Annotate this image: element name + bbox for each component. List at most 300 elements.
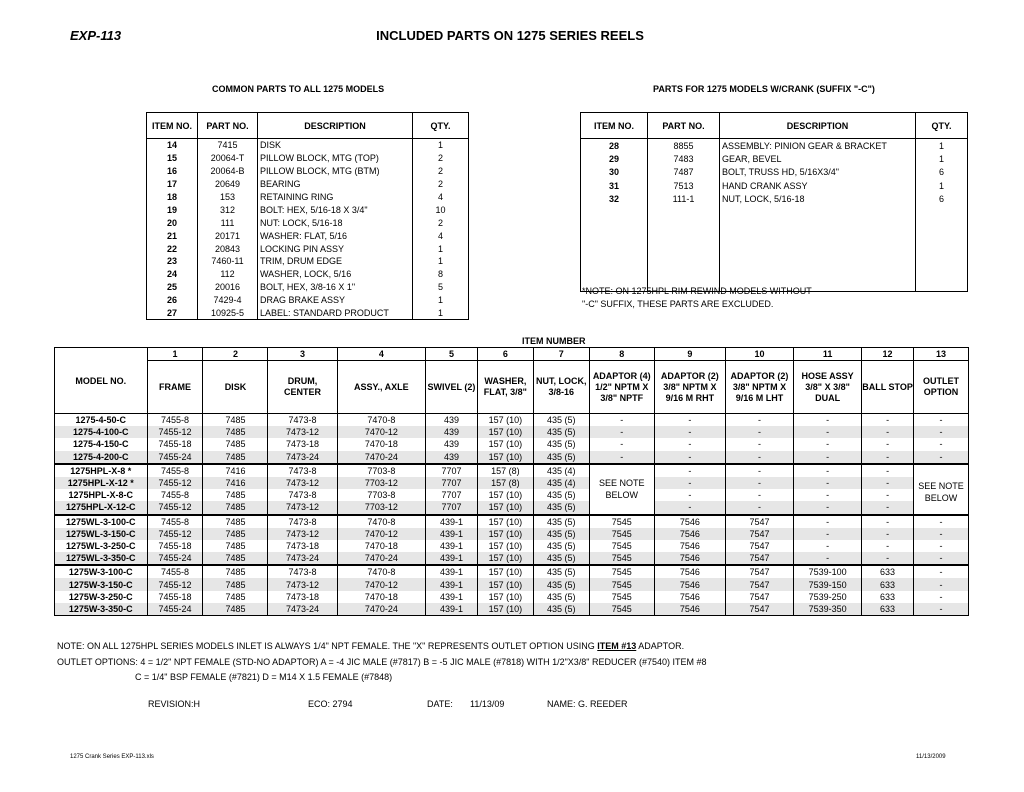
model-number-cell: 1275HPL-X-12 * (55, 477, 148, 489)
table-cell: 7473-12 (268, 528, 337, 540)
table-cell: 14 (147, 139, 198, 152)
table-cell: 435 (5) (533, 540, 589, 552)
table-cell: 7546 (654, 540, 725, 552)
table-cell: 7513 (648, 179, 720, 192)
column-header: PART NO. (648, 113, 720, 139)
table-cell: - (913, 414, 968, 427)
table-cell: 157 (10) (477, 540, 533, 552)
table-cell: 20 (147, 216, 198, 229)
table-cell: - (862, 451, 914, 464)
table-cell: - (794, 515, 862, 528)
table-cell: 439-1 (426, 591, 478, 603)
table-row (55, 528, 969, 540)
table-cell: - (654, 426, 725, 438)
crank-parts-header-row (581, 113, 968, 139)
table-cell: 19 (147, 203, 198, 216)
table-cell: 5 (437, 282, 443, 293)
table-cell: - (725, 464, 793, 477)
common-parts-table (146, 112, 469, 320)
table-cell: - (794, 426, 862, 438)
table-cell: 1 (437, 140, 443, 151)
table-cell: 32 (581, 192, 648, 205)
table-cell: 7547 (725, 515, 793, 528)
table-cell: 7460-11 (198, 255, 258, 268)
main-note (57, 641, 684, 651)
table-cell: 7485 (203, 489, 268, 501)
table-cell: 7546 (654, 603, 725, 616)
table-cell: 7473-24 (268, 552, 337, 565)
table-row (55, 464, 969, 477)
table-cell: 7473-12 (268, 426, 337, 438)
document-title-text: INCLUDED PARTS ON 1275 SERIES REELS (376, 28, 644, 43)
crank-parts-title: PARTS FOR 1275 MODELS W/CRANK (SUFFIX "-C") (653, 84, 875, 94)
table-cell: 7545 (589, 603, 654, 616)
table-cell: - (862, 464, 914, 477)
table-cell: HAND CRANK ASSY (720, 179, 916, 192)
table-row (147, 281, 469, 294)
table-cell: 7470-18 (337, 591, 425, 603)
table-cell: 7429-4 (198, 294, 258, 307)
table-cell: 7455-8 (147, 414, 203, 427)
table-cell: 157 (10) (477, 515, 533, 528)
column-header: OUTLET OPTION (913, 361, 968, 414)
table-cell: 23 (147, 255, 198, 268)
revision-label: REVISION:H (148, 699, 201, 709)
empty-cell (916, 205, 968, 292)
table-cell: DRAG BRAKE ASSY (258, 294, 413, 307)
table-cell: 26 (147, 294, 198, 307)
table-cell: 7473-8 (268, 464, 337, 477)
table-cell: BOLT, TRUSS HD, 5/16X3/4" (720, 166, 916, 179)
see-note-cell: SEE NOTE BELOW (589, 464, 654, 515)
table-cell: 7707 (426, 477, 478, 489)
table-cell: 6 (938, 193, 944, 204)
table-row (147, 178, 469, 191)
table-cell: 1 (938, 140, 944, 151)
column-header: WASHER, FLAT, 3/8" (477, 361, 533, 414)
table-row (55, 451, 969, 464)
table-cell: LABEL: STANDARD PRODUCT (258, 307, 413, 320)
table-cell: 10 (435, 204, 446, 215)
model-number-cell: 1275-4-100-C (55, 426, 148, 438)
table-cell: 7470-24 (337, 603, 425, 616)
table-cell: 22 (147, 242, 198, 255)
table-cell: 7455-18 (147, 438, 203, 450)
table-cell: 439-1 (426, 603, 478, 616)
table-cell: - (862, 552, 914, 565)
column-header: HOSE ASSY 3/8" X 3/8" DUAL (794, 361, 862, 414)
table-cell: 435 (5) (533, 501, 589, 514)
table-cell: 1 (437, 308, 443, 319)
table-cell: - (725, 414, 793, 427)
table-cell: WASHER, LOCK, 5/16 (258, 268, 413, 281)
table-cell: - (794, 414, 862, 427)
item-number-header: 3 (268, 348, 337, 361)
table-row (55, 477, 969, 489)
empty-row (581, 205, 968, 292)
table-cell: 1 (437, 295, 443, 306)
table-row (147, 268, 469, 281)
table-cell: - (654, 438, 725, 450)
table-cell: 20064-B (198, 165, 258, 178)
table-cell: 157 (10) (477, 578, 533, 590)
table-cell: PILLOW BLOCK, MTG (TOP) (258, 152, 413, 165)
table-cell: - (725, 451, 793, 464)
table-row (147, 307, 469, 320)
table-cell: 111 (198, 216, 258, 229)
table-cell: LOCKING PIN ASSY (258, 242, 413, 255)
table-cell: 7455-8 (147, 489, 203, 501)
table-row (55, 489, 969, 501)
table-cell: 7473-18 (268, 591, 337, 603)
model-number-cell: 1275WL-3-250-C (55, 540, 148, 552)
table-row (581, 192, 968, 205)
table-cell: - (589, 414, 654, 427)
table-cell: - (794, 540, 862, 552)
table-cell: 7545 (589, 528, 654, 540)
table-cell: 439-1 (426, 540, 478, 552)
table-cell: 7416 (203, 477, 268, 489)
table-cell: 7547 (725, 603, 793, 616)
table-cell: - (589, 438, 654, 450)
item-number-super-header: ITEM NUMBER (522, 336, 586, 346)
table-cell: - (794, 489, 862, 501)
column-header: DESCRIPTION (258, 113, 413, 139)
item-number-header: 5 (426, 348, 478, 361)
table-cell: - (913, 540, 968, 552)
table-cell: TRIM, DRUM EDGE (258, 255, 413, 268)
table-cell: - (725, 477, 793, 489)
table-cell: 157 (10) (477, 552, 533, 565)
table-cell: BOLT, HEX, 3/8-16 X 1" (258, 281, 413, 294)
table-cell: 7539-350 (794, 603, 862, 616)
table-cell: 7470-18 (337, 438, 425, 450)
table-cell: 435 (5) (533, 578, 589, 590)
column-header: BALL STOP (862, 361, 914, 414)
table-cell: 7547 (725, 578, 793, 590)
table-cell: 7485 (203, 540, 268, 552)
column-heads-row (55, 361, 969, 414)
column-header: SWIVEL (2) (426, 361, 478, 414)
table-cell: 7485 (203, 451, 268, 464)
table-cell: 153 (198, 191, 258, 204)
table-cell: - (589, 451, 654, 464)
crank-note-line1: *NOTE: ON 1275HPL RIM REWIND MODELS WITHOUT (582, 286, 812, 296)
eco-label: ECO: 2794 (308, 699, 353, 709)
table-cell: 157 (10) (477, 603, 533, 616)
table-cell: - (725, 426, 793, 438)
table-cell: NUT, LOCK, 5/16-18 (720, 192, 916, 205)
table-row (55, 540, 969, 552)
table-cell: 16 (147, 165, 198, 178)
model-no-header: MODEL NO. (55, 348, 148, 414)
table-cell: 157 (10) (477, 414, 533, 427)
table-cell: 7473-24 (268, 451, 337, 464)
table-cell: 2 (437, 166, 443, 177)
table-cell: 157 (10) (477, 528, 533, 540)
item-number-header: 8 (589, 348, 654, 361)
table-cell: - (794, 501, 862, 514)
column-header: ITEM NO. (581, 113, 648, 139)
table-cell: 157 (8) (477, 464, 533, 477)
main-note-emphasis: ITEM #13 (597, 641, 637, 651)
table-cell: - (862, 515, 914, 528)
table-cell: 7455-8 (147, 464, 203, 477)
table-cell: 2 (437, 217, 443, 228)
crank-note-line2: "-C" SUFFIX, THESE PARTS ARE EXCLUDED. (582, 299, 774, 309)
empty-cell (581, 205, 648, 292)
table-cell: 31 (581, 179, 648, 192)
table-cell: - (913, 528, 968, 540)
table-cell: 7470-8 (337, 414, 425, 427)
table-cell: 111-1 (648, 192, 720, 205)
table-cell: 30 (581, 166, 648, 179)
table-cell: 633 (862, 603, 914, 616)
table-cell: - (913, 591, 968, 603)
table-cell: 21 (147, 229, 198, 242)
table-cell: 7485 (203, 578, 268, 590)
table-cell: 633 (862, 578, 914, 590)
table-cell: 7455-12 (147, 477, 203, 489)
table-cell: 7539-250 (794, 591, 862, 603)
table-cell: 7455-18 (147, 591, 203, 603)
table-cell: - (913, 603, 968, 616)
table-cell: 439-1 (426, 552, 478, 565)
item-number-header: 11 (794, 348, 862, 361)
name-label: NAME: G. REEDER (547, 699, 628, 709)
table-cell: 25 (147, 281, 198, 294)
column-header: QTY. (413, 113, 469, 139)
table-cell: 7483 (648, 152, 720, 165)
item-number-header: 6 (477, 348, 533, 361)
table-cell: - (862, 489, 914, 501)
table-cell: 7545 (589, 540, 654, 552)
table-cell: 7455-24 (147, 552, 203, 565)
item-number-header: 12 (862, 348, 914, 361)
column-header: DESCRIPTION (720, 113, 916, 139)
table-cell: 7547 (725, 552, 793, 565)
date-label: DATE: (427, 699, 453, 709)
table-cell: 7545 (589, 565, 654, 578)
table-cell: 7455-8 (147, 565, 203, 578)
table-cell: - (913, 565, 968, 578)
table-row (581, 179, 968, 192)
table-cell: 439-1 (426, 528, 478, 540)
table-cell: 8 (437, 269, 443, 280)
model-number-cell: 1275W-3-350-C (55, 603, 148, 616)
table-cell: 7470-8 (337, 565, 425, 578)
table-cell: - (862, 540, 914, 552)
table-cell: 7547 (725, 528, 793, 540)
table-cell: 157 (10) (477, 451, 533, 464)
item-number-header: 13 (913, 348, 968, 361)
table-cell: 7470-12 (337, 578, 425, 590)
table-cell: 157 (8) (477, 477, 533, 489)
table-row (55, 426, 969, 438)
table-row (55, 603, 969, 616)
table-cell: 7473-8 (268, 565, 337, 578)
table-cell: 7473-12 (268, 501, 337, 514)
table-cell: 7415 (198, 139, 258, 152)
table-cell: - (913, 515, 968, 528)
table-cell: 20649 (198, 178, 258, 191)
table-row (55, 438, 969, 450)
model-number-cell: 1275-4-150-C (55, 438, 148, 450)
table-cell: - (794, 438, 862, 450)
table-cell: 20843 (198, 242, 258, 255)
model-number-cell: 1275WL-3-150-C (55, 528, 148, 540)
table-cell: 435 (4) (533, 464, 589, 477)
table-cell: - (794, 451, 862, 464)
table-row (147, 242, 469, 255)
table-cell: 439 (426, 451, 478, 464)
table-cell: 439 (426, 438, 478, 450)
table-cell: 439 (426, 426, 478, 438)
table-cell: - (794, 552, 862, 565)
table-cell: 7546 (654, 578, 725, 590)
table-cell: 7473-18 (268, 438, 337, 450)
table-cell: 439 (426, 414, 478, 427)
table-cell: 7545 (589, 578, 654, 590)
table-row (581, 166, 968, 179)
item-number-header: 9 (654, 348, 725, 361)
table-cell: 7455-24 (147, 603, 203, 616)
column-header: DISK (203, 361, 268, 414)
table-row (147, 255, 469, 268)
table-cell: 435 (5) (533, 426, 589, 438)
table-cell: 7485 (203, 414, 268, 427)
table-cell: - (654, 451, 725, 464)
table-cell: 435 (5) (533, 515, 589, 528)
table-cell: 7703-8 (337, 489, 425, 501)
table-cell: 7473-24 (268, 603, 337, 616)
table-cell: 7473-18 (268, 540, 337, 552)
main-note-prefix: NOTE: ON ALL 1275HPL SERIES MODELS INLET IS ALWAYS 1/4" NPT FEMALE. THE "X" REPRESENTS OUTLET OPTION USING (57, 641, 598, 651)
table-cell: GEAR, BEVEL (720, 152, 916, 165)
table-cell: 20171 (198, 229, 258, 242)
table-cell: - (654, 414, 725, 427)
table-cell: - (725, 438, 793, 450)
table-cell: - (862, 426, 914, 438)
table-cell: 7703-8 (337, 464, 425, 477)
table-cell: 24 (147, 268, 198, 281)
table-cell: - (725, 489, 793, 501)
table-cell: - (654, 489, 725, 501)
table-row (581, 139, 968, 153)
table-cell: 4 (437, 192, 443, 202)
document-title (0, 28, 1024, 43)
table-cell: 7487 (648, 166, 720, 179)
table-row (55, 501, 969, 514)
table-row (55, 414, 969, 427)
model-number-cell: 1275W-3-100-C (55, 565, 148, 578)
table-cell: WASHER: FLAT, 5/16 (258, 229, 413, 242)
table-cell: 7485 (203, 528, 268, 540)
table-cell: - (862, 528, 914, 540)
main-note-suffix: ADAPTOR. (636, 641, 685, 651)
table-cell: - (913, 451, 968, 464)
table-cell: - (913, 552, 968, 565)
column-header: NUT, LOCK, 3/8-16 (533, 361, 589, 414)
table-cell: NUT: LOCK, 5/16-18 (258, 216, 413, 229)
table-cell: 1 (437, 243, 443, 254)
table-cell: 7485 (203, 426, 268, 438)
table-cell: 7546 (654, 565, 725, 578)
column-header: QTY. (916, 113, 968, 139)
table-cell: 7547 (725, 540, 793, 552)
table-cell: 435 (5) (533, 414, 589, 427)
item-number-header: 2 (203, 348, 268, 361)
table-cell: 7485 (203, 552, 268, 565)
table-cell: 1 (938, 153, 944, 164)
table-cell: 7470-12 (337, 528, 425, 540)
table-cell: DISK (258, 139, 413, 152)
empty-cell (720, 205, 916, 292)
table-cell: 7455-12 (147, 426, 203, 438)
table-row (55, 578, 969, 590)
table-cell: 7485 (203, 501, 268, 514)
date-value: 11/13/09 (470, 699, 505, 709)
table-cell: 2 (437, 153, 443, 164)
column-header: ITEM NO. (147, 113, 198, 139)
footer-date: 11/13/2009 (916, 754, 946, 760)
table-cell: - (862, 414, 914, 427)
table-cell: 7546 (654, 515, 725, 528)
model-number-cell: 1275HPL-X-8 * (55, 464, 148, 477)
table-cell: 27 (147, 307, 198, 320)
table-cell: 7455-24 (147, 451, 203, 464)
table-cell: 7455-12 (147, 528, 203, 540)
table-cell: 7546 (654, 552, 725, 565)
table-cell: 7539-150 (794, 578, 862, 590)
table-cell: 7545 (589, 515, 654, 528)
column-header: PART NO. (198, 113, 258, 139)
table-cell: 112 (198, 268, 258, 281)
table-cell: 7473-12 (268, 578, 337, 590)
crank-parts-table (580, 112, 968, 292)
table-cell: 7455-18 (147, 540, 203, 552)
table-cell: - (862, 477, 914, 489)
table-cell: 7470-18 (337, 540, 425, 552)
common-parts-header-row (147, 113, 469, 139)
table-cell: 7470-24 (337, 451, 425, 464)
table-cell: 7707 (426, 501, 478, 514)
table-cell: 7546 (654, 591, 725, 603)
table-cell: 435 (5) (533, 565, 589, 578)
table-cell: 439-1 (426, 565, 478, 578)
table-cell: 7546 (654, 528, 725, 540)
common-parts-title: COMMON PARTS TO ALL 1275 MODELS (212, 84, 385, 94)
table-cell: 7470-12 (337, 426, 425, 438)
table-cell: 7703-12 (337, 501, 425, 514)
table-row (147, 191, 469, 204)
table-cell: 7470-8 (337, 515, 425, 528)
table-cell: - (862, 501, 914, 514)
empty-cell (648, 205, 720, 292)
model-parts-table (54, 347, 969, 616)
table-cell: 28 (581, 139, 648, 153)
table-cell: 7707 (426, 464, 478, 477)
table-cell: 633 (862, 591, 914, 603)
table-row (147, 152, 469, 165)
table-cell: 435 (5) (533, 528, 589, 540)
table-row (147, 229, 469, 242)
model-number-cell: 1275W-3-250-C (55, 591, 148, 603)
table-cell: 7470-24 (337, 552, 425, 565)
table-cell: BEARING (258, 178, 413, 191)
column-header: FRAME (147, 361, 203, 414)
table-cell: - (913, 578, 968, 590)
